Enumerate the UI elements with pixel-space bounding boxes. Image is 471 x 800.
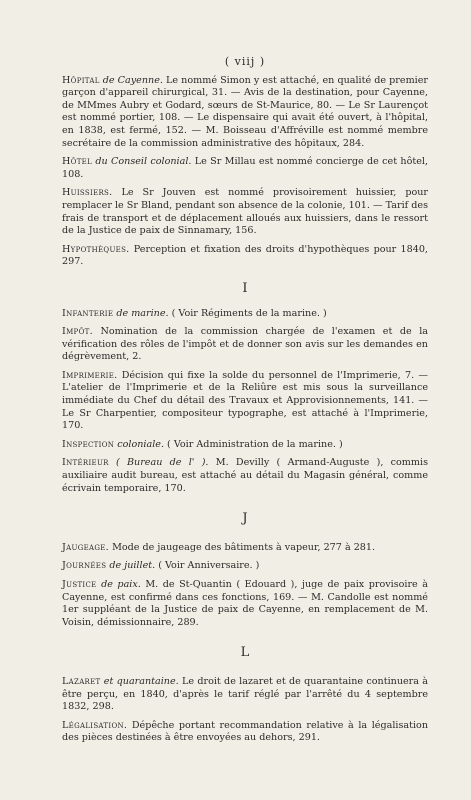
entry-hopital	[62, 75, 428, 151]
entry-head: Infanterie	[62, 307, 114, 319]
entry-head-italic: de juillet.	[106, 560, 156, 572]
entry-text: Le Sr Millau est nommé concierge de cet hôtel, 108.	[62, 156, 428, 180]
entry-head-italic: du Conseil colonial.	[92, 156, 192, 168]
entry-head: Huissiers.	[62, 187, 113, 199]
section-h-entries	[62, 75, 428, 269]
entry-impot	[62, 326, 428, 364]
entry-text: Dépêche portant recommandation relative à la légalisation des pièces destinées à être envoyées au dehors, 291.	[62, 719, 428, 744]
section-j-entries	[62, 542, 428, 630]
entry-text: Nomination de la commission chargée de l'examen et de la vérification des rôles de l'impôt et de donner son avis sur les demandes en dégrèvement, 2.	[62, 326, 428, 363]
entry-text: Le nommé Simon y est attaché, en qualité de premier garçon d'appareil chirurgical, 31. — Avis de la destination, pour Cayenne, de MMmes Aubry et Godard, sœurs de St-Maurice, 80. — Le Sr Laurençot est nommé portier, 108. — Le dispensaire qui avait été ouvert, à l'hôpital, en 1838, est fermé, 152. — M. Boisseau d'Affréville est nommé membre secrétaire de la commission administrative des hôpitaux, 284.	[62, 74, 428, 149]
section-letter-l: L	[240, 645, 250, 661]
entry-text: Le Sr Jouven est nommé provisoirement huissier, pour remplacer le Sr Bland, pendant son absence de la colonie, 101. — Tarif des frais de transport et de déplacement alloués aux huissiers, dans le ressort de la Justice de paix de Sinnamary, 156.	[62, 187, 428, 237]
page-number: ( viij )	[224, 55, 266, 68]
entry-text: M. de St-Quantin ( Edouard ), juge de paix provisoire à Cayenne, est confirmé dans ces fonctions, 169. — M. Candolle est nommé 1er suppléant de la Justice de paix de Cayenne, en remplacement de M. Voisin, démissionnaire, 289.	[62, 579, 428, 628]
entry-head: Inspection	[62, 438, 115, 450]
entry-text: Perception et fixation des droits d'hypothèques pour 1840, 297.	[62, 243, 428, 268]
entry-huissiers	[62, 187, 428, 237]
entry-head: Imprimerie.	[62, 369, 118, 381]
section-letter-i: I	[242, 280, 248, 296]
entry-text: ( Voir Anniversaire. )	[155, 560, 260, 572]
entry-imprimerie	[62, 370, 428, 433]
entry-head-italic: et quarantaine.	[100, 675, 179, 687]
entry-head-italic: de paix.	[96, 579, 141, 590]
entry-head: Jaugeage.	[62, 541, 110, 553]
entry-infanterie	[62, 308, 428, 321]
entry-head: Justice	[62, 579, 97, 590]
entry-lazaret	[62, 676, 428, 714]
entry-head: Lazaret	[62, 675, 101, 687]
entry-head: Hypothèques.	[62, 243, 130, 255]
entry-head-italic: ( Bureau de l' ).	[108, 457, 209, 469]
entry-head: Intérieur	[62, 457, 109, 469]
entry-journees	[62, 560, 428, 573]
section-i-entries	[62, 308, 428, 496]
entry-head: Journées	[62, 560, 107, 572]
index-content	[62, 56, 428, 751]
entry-head-italic: de marine.	[113, 307, 169, 319]
entry-text: Le droit de lazaret et de quarantaine continuera à être perçu, en 1840, d'après le tarif réglé par l'arrêté du 4 septembre 1832, 298.	[62, 675, 428, 713]
entry-text: ( Voir Administration de la marine. )	[164, 438, 343, 450]
entry-head-italic: de Cayenne.	[99, 74, 163, 86]
entry-head: Légalisation.	[62, 719, 128, 731]
entry-text: M. Devilly ( Armand-Auguste ), commis auxiliaire audit bureau, est attaché au détail du Magasin général, comme écrivain temporaire, 170.	[62, 457, 428, 494]
entry-jaugeage	[62, 542, 428, 555]
entry-inspection	[62, 439, 428, 452]
entry-head: Impôt.	[62, 326, 93, 338]
entry-text: Décision qui fixe la solde du personnel de l'Imprimerie, 7. — L'atelier de l'Imprimerie et de la Reliûre est mis sous la surveillance immédiate du Chef du détail des Travaux et Approvisionnements, 141. — Le Sr Charpentier, compositeur typographe, est attaché à l'Imprimerie, 170.	[62, 369, 428, 432]
entry-legalisation	[62, 720, 428, 745]
entry-text: ( Voir Régiments de la marine. )	[168, 307, 327, 319]
entry-head-italic: coloniale.	[114, 438, 164, 450]
entry-interieur	[62, 457, 428, 495]
entry-head: Hôpital	[62, 74, 100, 86]
entry-justice	[62, 579, 428, 629]
entry-text: Mode de jaugeage des bâtiments à vapeur, 277 à 281.	[109, 541, 376, 553]
section-letter-j: J	[242, 511, 248, 527]
entry-hypotheques	[62, 244, 428, 269]
entry-head: Hôtel	[62, 156, 93, 168]
section-l-entries	[62, 676, 428, 745]
entry-hotel	[62, 156, 428, 181]
